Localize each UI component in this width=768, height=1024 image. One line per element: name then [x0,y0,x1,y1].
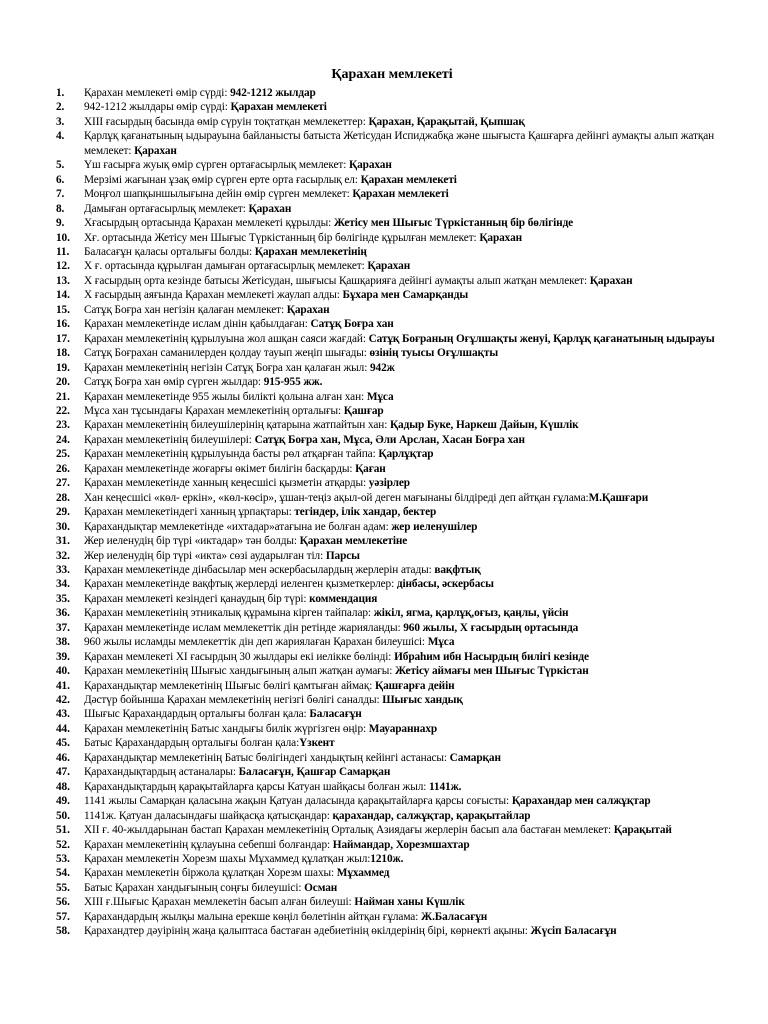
item-question: Қарлұқ қағанатының ыдырауына байланысты батыста Жетісудан Испиджабқа және шығыста Қашғарға дейінгі аумақты алып жатқан мемлекет: [84,130,715,157]
item-answer: М.Қашғари [588,491,649,504]
item-question: Сатұқ Боғра хан өмір сүрген жылдар: [84,376,264,389]
list-item [56,895,728,909]
item-answer: Қарахан [589,274,633,287]
list-item [56,881,728,895]
item-number: 13. [56,274,70,287]
list-item [56,317,728,331]
list-item [56,520,728,534]
item-number: 25. [56,448,70,461]
item-number: 1. [56,87,65,99]
item-number: 16. [56,318,70,331]
item-number: 33. [56,563,70,576]
list-item [56,476,728,490]
item-question: Қарахан мемлекетінің билеушілері: [84,433,255,446]
item-number: 28. [56,491,70,504]
item-question: Қарахан мемлекетінің Батыс хандығы билік жүргізген өңір: [84,722,369,735]
list-item [56,288,728,302]
item-answer: Шығыс хандық [382,694,463,707]
item-answer: Мұхаммед [336,867,390,880]
list-item [56,418,728,432]
item-question: Үш ғасырға жуық өмір сүрген ортағасырлық мемлекет: [84,159,350,172]
item-question: Қарахан мемлекетінде жоғарғы өкімет билігін басқарды: [84,462,356,475]
list-item [56,332,728,346]
list-item [56,736,728,750]
item-question: Қарахан мемлекетін Хорезм шахы Мұхаммед құлатқан жыл: [84,853,371,866]
item-answer: Қарахан мемлекетінің [254,245,367,258]
item-question: Қарахан мемлекетінің билеушілерінің қатарына жатпайтын хан: [84,419,390,432]
item-answer: қарахандар, салжұқтар, қарақытайлар [332,809,531,822]
item-number: 45. [56,737,70,750]
list-item [56,245,728,259]
item-question: Қарахан мемлекетін біржола құлатқан Хорезм шахы: [84,867,337,880]
list-item [56,563,728,577]
list-item [56,375,728,389]
list-item [56,259,728,273]
list-item [56,866,728,880]
item-question: Қарахан мемлекетінің этникалық құрамына кірген тайпалар: [84,607,374,620]
list-item [56,794,728,808]
item-answer: 942-1212 жылдар [230,87,316,99]
list-item [56,274,728,288]
item-question: Мұса хан тұсындағы Қарахан мемлекетінің орталығы: [84,404,344,417]
item-number: 21. [56,390,70,403]
item-number: 46. [56,751,70,764]
list-item [56,679,728,693]
item-question: Сатұқ Боғрахан саманилерден қолдау тауып жеңіп шығады: [84,347,370,360]
item-number: 24. [56,433,70,446]
item-question: X ғ. ортасында құрылған дамыған ортағасырлық мемлекет: [84,260,368,273]
list-item [56,129,728,158]
item-answer: Қарахан [479,231,523,244]
item-answer: 1141ж. [429,780,462,793]
list-item [56,433,728,447]
item-answer: Мауараннахр [368,722,438,735]
item-question: Қарахан мемлекетінің құрылуында басты рөл атқарған тайпа: [84,448,379,461]
item-answer: Сатұқ Боғра хан, Мұса, Әли Арслан, Хасан Боғра хан [254,433,525,446]
item-answer: уәзірлер [368,477,410,490]
item-answer: Қарақытай [613,824,672,837]
item-answer: Самарқан [449,751,501,764]
item-question: Қарахандықтар мемлекетінің Батыс бөлігіндегі хандықтың кейінгі астанасы: [84,751,450,764]
item-answer: Ж.Баласағұн [421,910,488,923]
item-number: 27. [56,477,70,490]
item-answer: Қарахан мемлекеті [360,173,457,186]
item-question: Батыс Қарахандардың орталығы болған қала: [84,737,300,750]
list-item [56,549,728,563]
item-number: 4. [56,130,65,143]
item-answer: Бұхара мен Самарқанды [342,289,469,302]
item-number: 57. [56,910,70,923]
item-question: Жер иеленудің бір түрі «иктадар» тән болды: [84,535,300,548]
item-question: Қарахандықтардың астаналары: [84,766,239,779]
item-question: Қарахан мемлекетінде вақфтық жерлерді иеленген қызметкерлер: [84,578,397,591]
item-answer: Осман [304,881,338,894]
item-number: 7. [56,188,65,201]
item-number: 30. [56,520,70,533]
item-number: 56. [56,896,70,909]
item-number: 34. [56,578,70,591]
item-answer: Мұса [366,390,394,403]
item-number: 51. [56,824,70,837]
item-question: Хан кеңесшісі «көл- еркін», «көл-көсір», ұшан-теңіз ақыл-ой деген мағынаны білдіреді деп айтқан ғұлама: [84,491,589,504]
item-number: 6. [56,173,65,186]
item-number: 19. [56,361,70,374]
item-number: 50. [56,809,70,822]
item-number: 14. [56,289,70,302]
item-number: 8. [56,202,65,215]
item-question: Қарахан мемлекетіндегі ханның ұрпақтары: [84,506,295,519]
item-number: 42. [56,694,70,707]
item-answer: Қарахан, Қарақытай, Қыпшақ [368,115,525,128]
item-number: 5. [56,159,65,172]
item-question: Қарахандтер дәуірінің жаңа қалыптаса бастаған әдебиетінің өкілдерінің бірі, көрнекті ақыны: [84,925,531,938]
item-question: Қарахан мемлекетінің Шығыс хандығының алып жатқан аумағы: [84,665,396,678]
item-answer: Жүсіп Баласағұн [530,925,617,938]
list-item [56,303,728,317]
item-question: Xғ. ортасында Жетісу мен Шығыс Түркістанның бір бөлігінде құрылған мемлекет: [84,231,480,244]
list-item [56,809,728,823]
list-item [56,693,728,707]
item-number: 37. [56,621,70,634]
list-item [56,115,728,129]
list-item [56,447,728,461]
list-item [56,216,728,230]
item-question: Қарахан мемлекетінде ханның кеңесшісі қызметін атқарды: [84,477,369,490]
item-number: 53. [56,853,70,866]
item-answer: Қашғар [343,404,384,417]
list-item [56,86,728,100]
item-number: 12. [56,260,70,273]
item-question: Қарахан мемлекеті өмір сүрді: [84,87,231,99]
list-item [56,838,728,852]
list-item [56,650,728,664]
item-question: XIII ғасырдың басында өмір сүруін тоқтатқан мемлекеттер: [84,115,369,128]
item-number: 39. [56,650,70,663]
item-number: 41. [56,679,70,692]
item-answer: Найман ханы Күшлік [354,896,465,909]
item-answer: 1210ж. [370,853,404,866]
item-number: 23. [56,419,70,432]
item-answer: Жетісу аймағы мен Шығыс Түркістан [395,665,589,678]
item-question: Батыс Қарахан хандығының соңғы билеушісі: [84,881,305,894]
list-item [56,780,728,794]
item-number: 32. [56,549,70,562]
item-answer: Қадыр Буке, Наркеш Дайын, Күшлік [389,419,579,432]
item-answer: Қарахан [349,159,392,172]
item-answer: Қарахан [367,260,411,273]
item-answer: Сатұқ Боғраның Оғұлшақты женуі, Қарлұқ қағанатының ыдырауы [368,332,715,345]
item-question: Дамыған ортағасырлық мемлекет: [84,202,249,215]
item-question: X ғасырдың орта кезінде батысы Жетісудан, шығысы Қашқарияға дейінгі аумақты алып жатқан мемлекет: [84,274,590,287]
list-item [56,158,728,172]
item-number: 36. [56,607,70,620]
item-answer: Қарахан мемлекеті [230,101,327,114]
list-item [56,635,728,649]
item-question: Мерзімі жағынан ұзақ өмір сүрген ерте орта ғасырлық ел: [84,173,361,186]
list-item [56,577,728,591]
item-number: 26. [56,462,70,475]
item-answer: 915-955 жж. [263,376,323,389]
item-number: 20. [56,376,70,389]
item-question: 1141ж. Қатуан даласындағы шайқасқа қатысқандар: [84,809,333,822]
item-question: Дәстүр бойынша Қарахан мемлекетінің негізгі бөлігі саналды: [84,694,383,707]
question-answer-list [56,86,728,939]
item-answer: Қаған [355,462,386,475]
list-item [56,534,728,548]
list-item [56,765,728,779]
item-number: 18. [56,347,70,360]
item-number: 54. [56,867,70,880]
item-answer: Қарахан мемлекеті [352,188,449,201]
page-title: Қарахан мемлекеті [331,67,453,82]
list-item [56,924,728,938]
list-item [56,621,728,635]
item-answer: коммендация [309,592,378,605]
item-number: 29. [56,506,70,519]
item-question: 942-1212 жылдары өмір сүрді: [84,101,231,114]
item-question: XIII ғ.Шығыс Қарахан мемлекетін басып алған билеуші: [84,896,355,909]
item-number: 2. [56,101,65,114]
item-number: 3. [56,115,65,128]
item-answer: Мұса [427,636,455,649]
item-number: 15. [56,303,70,316]
item-answer: Жетісу мен Шығыс Түркістанның бір бөлігінде [333,217,574,230]
item-question: Қарахан мемлекетінде 955 жылы билікті қолына алған хан: [84,390,367,403]
item-question: Моңғол шапқыншылығына дейін өмір сүрген мемлекет: [84,188,353,201]
list-item [56,823,728,837]
item-question: X ғасырдың аяғында Қарахан мемлекеті жаулап алды: [84,289,343,302]
item-answer: Қарахандар мен салжұқтар [511,795,651,808]
item-answer: Баласағұн [309,708,362,721]
list-item [56,173,728,187]
item-answer: Сатұқ Боғра хан [310,318,394,331]
item-number: 22. [56,404,70,417]
list-item [56,852,728,866]
item-answer: Қарахан [248,202,292,215]
list-item [56,361,728,375]
item-answer: 960 жылы, X ғасырдың ортасында [403,621,579,634]
list-item [56,187,728,201]
item-question: Қарахан мемлекетінде дінбасылар мен әскербасылардың жерлерін атады: [84,563,435,576]
item-number: 10. [56,231,70,244]
item-answer: Қашғарға дейін [374,679,455,692]
item-number: 48. [56,780,70,793]
item-question: Баласағұн қаласы орталығы болды: [84,245,255,258]
item-question: Қарахан мемлекетінің құлауына себепші болғандар: [84,838,333,851]
item-answer: Наймандар, Хорезмшахтар [332,838,470,851]
item-question: Қарахандықтардың қарақытайларға қарсы Катуан шайқасы болған жыл: [84,780,429,793]
item-answer: Қарахан [134,144,177,157]
list-item [56,231,728,245]
item-question: Қарахан мемлекеті кезіндегі қанаудың бір түрі: [84,592,310,605]
item-answer: вақфтық [434,563,481,576]
list-item [56,606,728,620]
item-question: XII ғ. 40-жылдарынан бастап Қарахан мемлекетінің Орталық Азиядағы жерлерін басып ала бастаған мемлекет: [84,824,614,837]
item-question: Қарахандықтар мемлекетінде «ихтадар»атағына ие болған адам: [84,520,392,533]
list-item [56,202,728,216]
item-number: 11. [56,245,70,258]
item-answer: Қарахан мемлекетіне [299,535,408,548]
item-answer: өзінің туысы Оғұлшақты [369,347,499,360]
item-answer: дінбасы, әскербасы [396,578,494,591]
item-question: Қарахан мемлекетінің негізін Сатұқ Боғра хан қалаған жыл: [84,361,370,374]
item-answer: жікіл, ягма, қарлұқ,оғыз, қаңлы, үйсін [373,607,569,620]
item-answer: Үзкент [299,737,335,750]
list-item [56,751,728,765]
item-number: 9. [56,217,65,230]
item-question: Жер иеленудің бір түрі «икта» сөзі аударылған тіл: [84,549,326,562]
item-number: 31. [56,535,70,548]
list-item [56,722,728,736]
item-number: 58. [56,925,70,938]
item-answer: 942ж [369,361,395,374]
item-number: 17. [56,332,70,345]
item-question: Қарахан мемлекеті XI ғасырдың 30 жылдары екі иелікке бөлінді: [84,650,395,663]
item-question: Шығыс Қарахандардың орталығы болған қала: [84,708,310,721]
item-number: 38. [56,636,70,649]
item-question: Қарахандықтар мемлекетінің Шығыс бөлігі қамтыған аймақ: [84,679,375,692]
item-answer: Баласағұн, Қашғар Самарқан [238,766,391,779]
item-number: 47. [56,766,70,779]
list-item [56,910,728,924]
item-number: 35. [56,592,70,605]
item-number: 52. [56,838,70,851]
item-answer: Ибраһим ибн Насырдың билігі кезінде [394,650,589,663]
item-number: 43. [56,708,70,721]
item-question: Қарахан мемлекетінде ислам дінін қабылдаған: [84,318,311,331]
item-question: Сатұқ Боғра хан негізін қалаған мемлекет: [84,303,287,316]
item-answer: жер иеленушілер [391,520,478,533]
item-question: Қарахан мемлекетінде ислам мемлекеттік дін ретінде жарияланды: [84,621,404,634]
item-question: Қарахандардың жылқы малына ерекше көңіл бөлетінін айтқан ғұлама: [84,910,421,923]
item-number: 44. [56,722,70,735]
list-item [56,404,728,418]
list-item [56,592,728,606]
item-number: 55. [56,881,70,894]
list-item [56,491,728,505]
item-answer: Қарлұқтар [378,448,434,461]
item-number: 49. [56,795,70,808]
item-question: Xғасырдың ортасында Қарахан мемлекеті құрылды: [84,217,334,230]
item-question: Қарахан мемлекетінің құрылуына жол ашқан саяси жағдай: [84,332,369,345]
item-question: 960 жылы исламды мемлекеттік дін деп жариялаған Қарахан билеушісі: [84,636,428,649]
list-item [56,505,728,519]
list-item [56,664,728,678]
item-question: 1141 жылы Самарқан қаласына жақын Қатуан даласында қарақытайларға қарсы соғысты: [84,795,512,808]
list-item [56,707,728,721]
item-number: 40. [56,665,70,678]
item-answer: тегіндер, ілік хандар, бектер [294,506,437,519]
list-item [56,462,728,476]
list-item [56,390,728,404]
list-item [56,100,728,114]
item-answer: Парсы [325,549,360,562]
item-answer: Қарахан [286,303,330,316]
list-item [56,346,728,360]
